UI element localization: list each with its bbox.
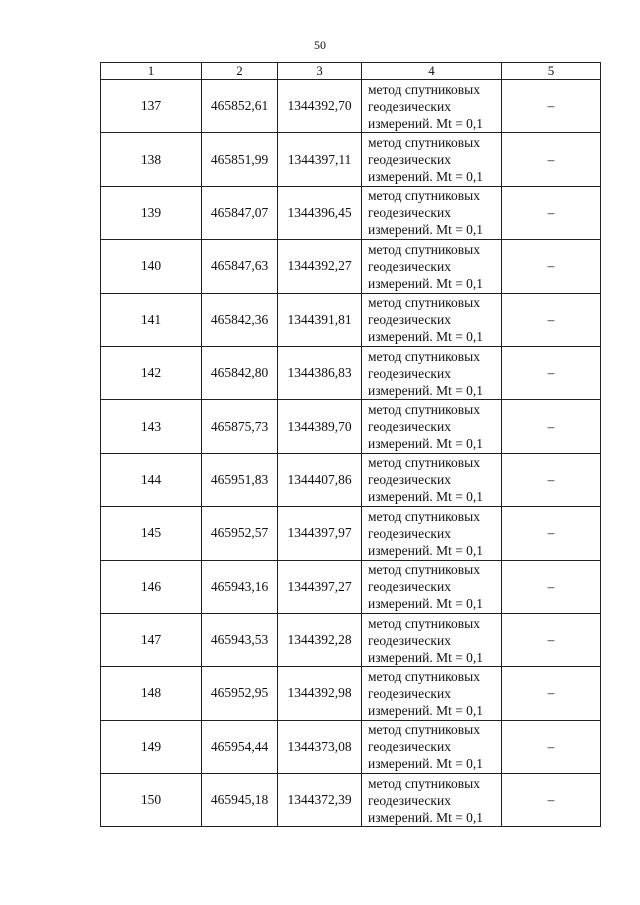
note-cell: – [502,346,601,399]
method-cell [362,560,502,613]
y-coordinate-cell: 1344373,08 [278,720,362,773]
method-cell [362,774,502,827]
header-col-5: 5 [502,63,601,80]
method-line: геодезических [368,419,451,435]
method-line: метод спутниковых [368,775,480,791]
method-line: измерений. Mt = 0,1 [368,329,484,345]
method-line: геодезических [368,152,451,168]
method-line: измерений. Mt = 0,1 [368,115,484,131]
y-coordinate-cell: 1344392,27 [278,240,362,293]
method-cell [362,186,502,239]
method-line: измерений. Mt = 0,1 [368,169,484,185]
point-number-cell: 140 [101,240,202,293]
note-cell: – [502,293,601,346]
point-number-cell: 139 [101,186,202,239]
table-body [101,80,601,827]
method-cell [362,453,502,506]
method-line: метод спутниковых [368,295,480,311]
table-row [101,293,601,346]
table-row [101,453,601,506]
method-cell [362,720,502,773]
x-coordinate-cell: 465842,80 [202,346,278,399]
method-line: метод спутниковых [368,81,480,97]
y-coordinate-cell: 1344392,28 [278,613,362,666]
y-coordinate-cell: 1344397,27 [278,560,362,613]
method-cell [362,240,502,293]
method-line: геодезических [368,98,451,114]
note-cell: – [502,560,601,613]
header-col-1: 1 [101,63,202,80]
method-line: измерений. Mt = 0,1 [368,436,484,452]
x-coordinate-cell: 465851,99 [202,133,278,186]
x-coordinate-cell: 465842,36 [202,293,278,346]
method-line: измерений. Mt = 0,1 [368,809,484,825]
method-line: метод спутниковых [368,722,480,738]
x-coordinate-cell: 465952,57 [202,507,278,560]
method-line: геодезических [368,365,451,381]
method-cell [362,667,502,720]
point-number-cell: 149 [101,720,202,773]
method-cell [362,507,502,560]
y-coordinate-cell: 1344386,83 [278,346,362,399]
table-row [101,133,601,186]
y-coordinate-cell: 1344391,81 [278,293,362,346]
x-coordinate-cell: 465847,07 [202,186,278,239]
y-coordinate-cell: 1344389,70 [278,400,362,453]
y-coordinate-cell: 1344397,97 [278,507,362,560]
method-line: метод спутниковых [368,402,480,418]
y-coordinate-cell: 1344397,11 [278,133,362,186]
table-header [101,63,601,80]
method-line: метод спутниковых [368,241,480,257]
method-cell [362,346,502,399]
method-line: геодезических [368,579,451,595]
note-cell: – [502,240,601,293]
method-line: метод спутниковых [368,562,480,578]
point-number-cell: 143 [101,400,202,453]
point-number-cell: 150 [101,774,202,827]
table-row [101,346,601,399]
method-line: геодезических [368,685,451,701]
y-coordinate-cell: 1344372,39 [278,774,362,827]
point-number-cell: 141 [101,293,202,346]
y-coordinate-cell: 1344392,70 [278,80,362,133]
table-row [101,400,601,453]
table-row [101,560,601,613]
table-row [101,507,601,560]
method-cell [362,400,502,453]
y-coordinate-cell: 1344392,98 [278,667,362,720]
x-coordinate-cell: 465945,18 [202,774,278,827]
point-number-cell: 138 [101,133,202,186]
note-cell: – [502,667,601,720]
header-col-3: 3 [278,63,362,80]
note-cell: – [502,453,601,506]
note-cell: – [502,133,601,186]
method-line: метод спутниковых [368,615,480,631]
method-line: измерений. Mt = 0,1 [368,222,484,238]
coordinates-table [100,62,601,827]
point-number-cell: 148 [101,667,202,720]
method-line: метод спутниковых [368,348,480,364]
point-number-cell: 144 [101,453,202,506]
method-line: измерений. Mt = 0,1 [368,596,484,612]
method-line: метод спутниковых [368,668,480,684]
x-coordinate-cell: 465943,53 [202,613,278,666]
table-row [101,774,601,827]
method-line: геодезических [368,258,451,274]
x-coordinate-cell: 465952,95 [202,667,278,720]
method-line: метод спутниковых [368,188,480,204]
method-line: геодезических [368,792,451,808]
y-coordinate-cell: 1344396,45 [278,186,362,239]
page-number: 50 [314,38,326,52]
note-cell: – [502,613,601,666]
x-coordinate-cell: 465852,61 [202,80,278,133]
point-number-cell: 147 [101,613,202,666]
note-cell: – [502,80,601,133]
method-line: метод спутниковых [368,135,480,151]
note-cell: – [502,400,601,453]
x-coordinate-cell: 465954,44 [202,720,278,773]
x-coordinate-cell: 465847,63 [202,240,278,293]
header-col-2: 2 [202,63,278,80]
method-line: метод спутниковых [368,455,480,471]
x-coordinate-cell: 465875,73 [202,400,278,453]
table-row [101,186,601,239]
method-cell [362,133,502,186]
method-line: измерений. Mt = 0,1 [368,649,484,665]
method-line: геодезических [368,632,451,648]
point-number-cell: 146 [101,560,202,613]
method-line: измерений. Mt = 0,1 [368,542,484,558]
note-cell: – [502,507,601,560]
method-cell [362,613,502,666]
x-coordinate-cell: 465943,16 [202,560,278,613]
method-line: измерений. Mt = 0,1 [368,382,484,398]
header-col-4: 4 [362,63,502,80]
method-line: измерений. Mt = 0,1 [368,489,484,505]
y-coordinate-cell: 1344407,86 [278,453,362,506]
method-line: геодезических [368,205,451,221]
x-coordinate-cell: 465951,83 [202,453,278,506]
method-line: геодезических [368,739,451,755]
method-line: измерений. Mt = 0,1 [368,702,484,718]
method-line: измерений. Mt = 0,1 [368,756,484,772]
method-cell [362,80,502,133]
point-number-cell: 137 [101,80,202,133]
table-row [101,240,601,293]
method-line: геодезических [368,525,451,541]
method-cell [362,293,502,346]
table-row [101,613,601,666]
method-line: геодезических [368,472,451,488]
method-line: геодезических [368,312,451,328]
note-cell: – [502,186,601,239]
point-number-cell: 145 [101,507,202,560]
method-line: метод спутниковых [368,508,480,524]
method-line: измерений. Mt = 0,1 [368,275,484,291]
header-row [101,63,601,80]
note-cell: – [502,774,601,827]
note-cell: – [502,720,601,773]
point-number-cell: 142 [101,346,202,399]
table-row [101,720,601,773]
table-row [101,80,601,133]
table-row [101,667,601,720]
